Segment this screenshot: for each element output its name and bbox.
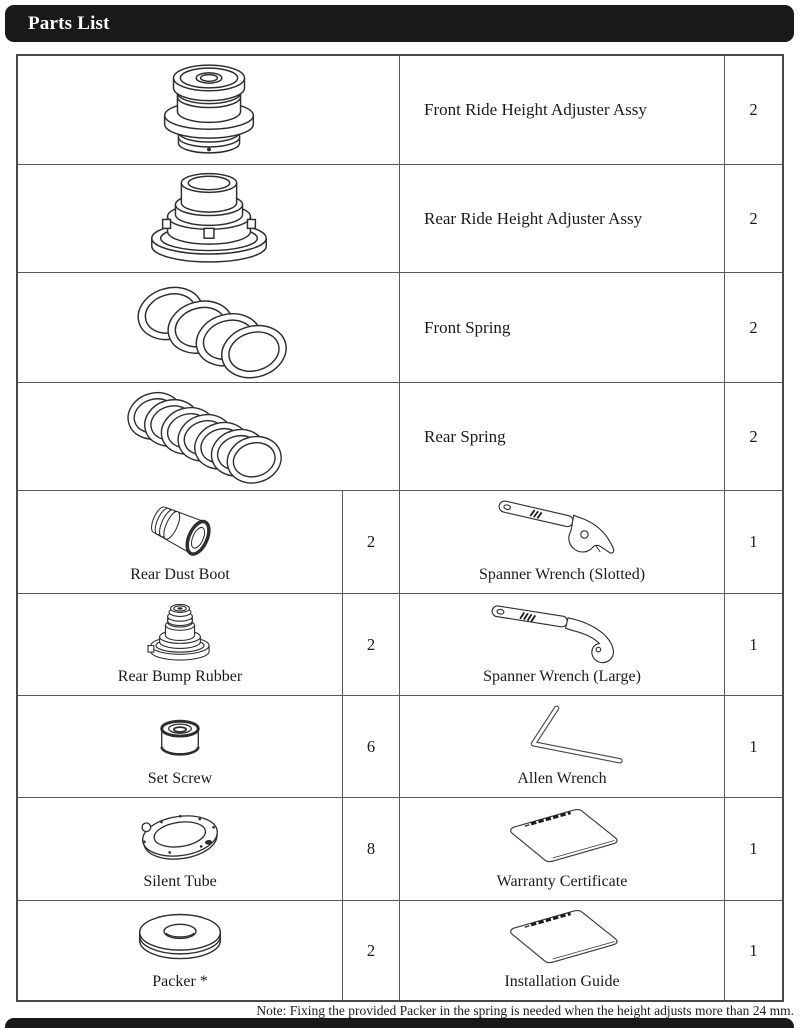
part-name: Rear Spring — [424, 426, 506, 446]
part-qty: 1 — [749, 940, 758, 960]
part-name: Allen Wrench — [517, 770, 607, 787]
part-name: Front Ride Height Adjuster Assy — [424, 100, 647, 119]
part-qty: 1 — [749, 839, 758, 858]
part-qty-cell — [725, 696, 782, 798]
silent-tube-icon — [128, 800, 232, 872]
part-item-cell — [400, 901, 725, 1000]
part-qty-cell — [725, 165, 782, 273]
part-qty-cell — [725, 273, 782, 383]
part-qty-cell — [725, 798, 782, 901]
set-screw-icon — [152, 706, 208, 760]
part-image-cell — [18, 56, 400, 165]
part-qty: 2 — [366, 634, 376, 654]
part-image-cell — [18, 273, 400, 383]
part-image-cell — [18, 383, 400, 491]
part-image — [18, 901, 342, 973]
part-image — [18, 491, 342, 566]
installation-guide-icon — [495, 902, 630, 972]
part-image — [400, 594, 724, 668]
part-name: Installation Guide — [504, 973, 620, 990]
warranty-certificate-icon — [495, 801, 630, 871]
part-item-cell — [18, 798, 343, 901]
packer-icon — [130, 907, 230, 967]
part-qty-cell — [343, 901, 400, 1000]
part-qty-cell — [343, 696, 400, 798]
part-image — [400, 798, 724, 873]
part-name: Spanner Wrench (Slotted) — [478, 566, 646, 583]
part-item-cell — [18, 696, 343, 798]
part-name-cell — [400, 56, 725, 165]
part-qty-cell — [343, 491, 400, 594]
part-name: Packer * — [152, 973, 208, 990]
page-title: Parts List — [28, 12, 110, 34]
part-name: Silent Tube — [143, 873, 217, 890]
part-image — [400, 696, 724, 770]
parts-table — [16, 54, 784, 1002]
spanner-wrench-slotted-icon — [485, 492, 640, 566]
part-name: Warranty Certificate — [496, 873, 628, 890]
part-qty: 1 — [749, 736, 758, 756]
part-image-cell — [18, 165, 400, 273]
part-item-cell — [18, 491, 343, 594]
part-qty: 2 — [749, 208, 758, 228]
part-qty: 1 — [749, 532, 758, 551]
part-qty-cell — [725, 901, 782, 1000]
part-name: Rear Dust Boot — [130, 566, 230, 583]
part-qty-cell — [725, 56, 782, 165]
part-item-cell — [400, 594, 725, 696]
part-image — [400, 901, 724, 973]
part-item-cell — [400, 696, 725, 798]
part-image — [400, 491, 724, 566]
rear-ride-height-adjuster-icon — [135, 171, 283, 266]
spanner-wrench-large-icon — [482, 595, 642, 668]
part-qty: 8 — [366, 839, 376, 858]
part-qty-cell — [343, 798, 400, 901]
part-name: Set Screw — [147, 770, 213, 787]
part-item-cell — [400, 491, 725, 594]
part-qty: 2 — [749, 100, 758, 119]
front-ride-height-adjuster-icon — [140, 64, 278, 157]
part-name: Rear Bump Rubber — [117, 668, 243, 685]
part-qty-cell — [725, 491, 782, 594]
part-image — [18, 696, 342, 770]
footnote: Note: Fixing the provided Packer in the spring is needed when the height adjusts more than 24 mm. — [256, 1003, 794, 1018]
part-name-cell — [400, 273, 725, 383]
part-qty-cell — [725, 594, 782, 696]
part-qty: 2 — [366, 940, 376, 960]
part-name: Rear Ride Height Adjuster Assy — [424, 208, 643, 228]
part-image — [18, 594, 342, 668]
part-qty-cell — [725, 383, 782, 491]
part-name: Front Spring — [424, 317, 511, 337]
part-item-cell — [18, 594, 343, 696]
part-qty: 6 — [366, 736, 376, 756]
allen-wrench-icon — [496, 699, 628, 767]
front-spring-icon — [125, 277, 293, 379]
rear-spring-icon — [123, 386, 295, 487]
part-item-cell — [400, 798, 725, 901]
part-name-cell — [400, 383, 725, 491]
part-name-cell — [400, 165, 725, 273]
part-image — [18, 798, 342, 873]
part-qty-cell — [343, 594, 400, 696]
rear-bump-rubber-icon — [140, 596, 220, 666]
part-qty: 1 — [749, 634, 758, 654]
part-qty: 2 — [749, 317, 758, 337]
part-qty: 2 — [366, 532, 376, 551]
part-item-cell — [18, 901, 343, 1000]
parts-list-header — [5, 5, 794, 42]
next-section-bar — [5, 1018, 794, 1028]
part-qty: 2 — [749, 426, 758, 446]
rear-dust-boot-icon — [128, 493, 232, 565]
part-name: Spanner Wrench (Large) — [483, 668, 641, 685]
